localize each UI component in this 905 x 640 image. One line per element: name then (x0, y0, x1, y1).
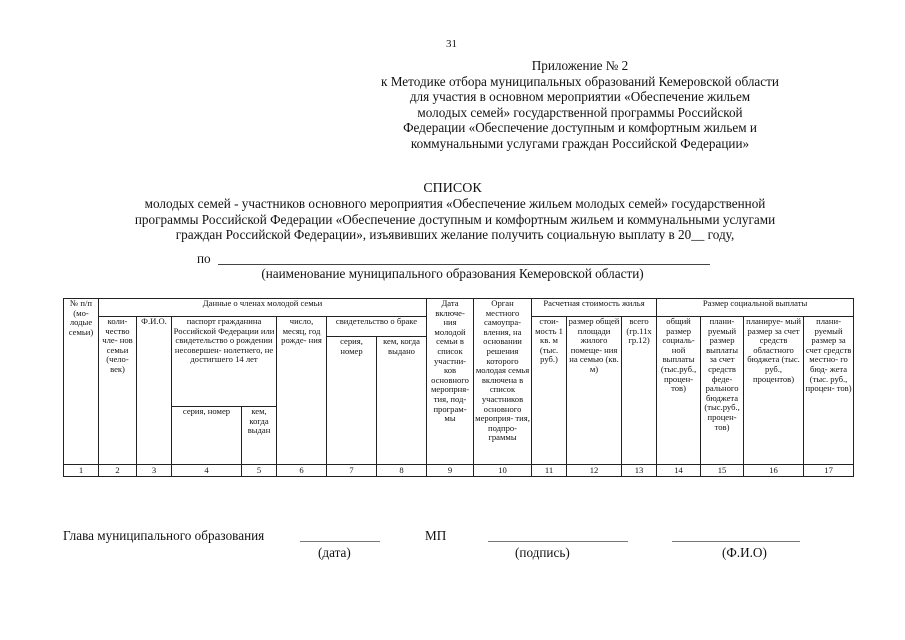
col-header-members-count: коли- чество чле- нов семьи (чело- век) (99, 317, 137, 465)
appendix-line: коммунальными услугами граждан Российской Федерации» (410, 135, 750, 151)
col-header-marriage-cert: свидетельство о браке (327, 317, 427, 337)
col-header-federal: плани- руемый размер выплаты за счет средств феде- рального бюджета (тыс.руб., процен- тов) (701, 317, 744, 465)
col-header-family-data: Данные о членах молодой семьи (99, 299, 427, 317)
head-of-municipality-label: Глава муниципального образования (63, 528, 265, 543)
column-number-cell: 7 (327, 465, 377, 477)
col-header-payment-size: Размер социальной выплаты (657, 299, 854, 317)
column-number-cell: 14 (657, 465, 701, 477)
col-header-regional: планируе- мый размер за счет средств областного бюджета (тыс. руб., процентов) (744, 317, 804, 465)
column-number-cell: 15 (701, 465, 744, 477)
list-subtitle-line: граждан Российской Федерации», изъявивших желание получить социальную выплату в 20__ году, (175, 227, 735, 243)
page-number: 31 (446, 38, 457, 50)
appendix-line: молодых семей» государственной программы Российской (417, 104, 743, 120)
column-number-cell: 8 (377, 465, 427, 477)
column-number-cell: 6 (277, 465, 327, 477)
column-number-cell: 10 (474, 465, 532, 477)
families-table (63, 298, 854, 477)
col-header-series-number: серия, номер (172, 407, 242, 465)
column-number-cell: 11 (532, 465, 567, 477)
date-caption: (дата) (318, 545, 351, 560)
col-header-fio: Ф.И.О. (137, 317, 172, 465)
col-header-marriage-issued: кем, когда выдано (377, 337, 427, 465)
col-header-total-payment: общий размер социаль- ной выплаты (тыс.руб., процен- тов) (657, 317, 701, 465)
list-subtitle (40, 196, 870, 243)
signature-fill-line (488, 541, 628, 542)
appendix-line: Приложение № 2 (531, 58, 629, 73)
appendix-line: Федерации «Обеспечение доступным и комфортным жильем и (403, 120, 757, 136)
column-number-cell: 4 (172, 465, 242, 477)
col-header-marriage-series: серия, номер (327, 337, 377, 465)
municipality-caption: (наименование муниципального образования Кемеровской области) (261, 266, 644, 281)
municipality-fill-line (218, 264, 710, 265)
column-number-cell: 2 (99, 465, 137, 477)
date-fill-line (300, 541, 380, 542)
po-label: по (197, 251, 211, 266)
appendix-header (360, 58, 800, 152)
col-header-housing-cost: Расчетная стоимость жилья (532, 299, 657, 317)
col-header-passport: паспорт гражданина Российской Федерации или свидетельство о рождении несовершен- нолетнего, не достигшего 14 лет (172, 317, 277, 407)
fio-caption: (Ф.И.О) (722, 545, 767, 560)
column-number-cell: 16 (744, 465, 804, 477)
column-number-cell: 17 (804, 465, 854, 477)
column-number-cell: 12 (567, 465, 622, 477)
column-number-cell: 1 (64, 465, 99, 477)
col-header-inclusion-date: Дата включе- ния молодой семьи в список участни- ков основного меропрня- тия, под- програм- мы (427, 299, 474, 465)
signature-caption: (подпись) (515, 545, 570, 560)
list-subtitle-line: программы Российской Федерации «Обеспечение доступным и комфортным жильем и коммунальными услугами (134, 211, 776, 227)
column-number-cell: 9 (427, 465, 474, 477)
col-header-number: № п/п (мо- лодые семьи) (64, 299, 99, 465)
col-header-issued-by: кем, когда выдан (242, 407, 277, 465)
col-header-birth-date: число, месяц, год рожде- ния (277, 317, 327, 465)
seal-label: МП (425, 528, 447, 543)
list-subtitle-line: молодых семей - участников основного мероприятия «Обеспечение жильем молодых семей» государственной (144, 196, 766, 211)
fio-fill-line (672, 541, 800, 542)
col-header-area: размер общей площади жилого помеще- ния на семью (кв. м) (567, 317, 622, 465)
column-number-cell: 5 (242, 465, 277, 477)
col-header-total: всего (гр.11х гр.12) (622, 317, 657, 465)
appendix-line: к Методике отбора муниципальных образований Кемеровской области (381, 73, 779, 89)
list-title: СПИСОК (423, 181, 482, 196)
families-table-wrapper (63, 298, 854, 477)
column-number-cell: 13 (622, 465, 657, 477)
col-header-local: плани- руемый размер за счет средств местно- го бюд- жета (тыс. руб., процен- тов) (804, 317, 854, 465)
col-header-cost-per-m2: стои- мость 1 кв. м (тыс. руб.) (532, 317, 567, 465)
column-number-cell: 3 (137, 465, 172, 477)
col-header-authority: Орган местного самоупра- вления, на основании решения которого молодая семья включена в список участников основного мероприя- тия, подпро- граммы (474, 299, 532, 465)
appendix-line: для участия в основном мероприятии «Обеспечение жильем (409, 89, 751, 105)
